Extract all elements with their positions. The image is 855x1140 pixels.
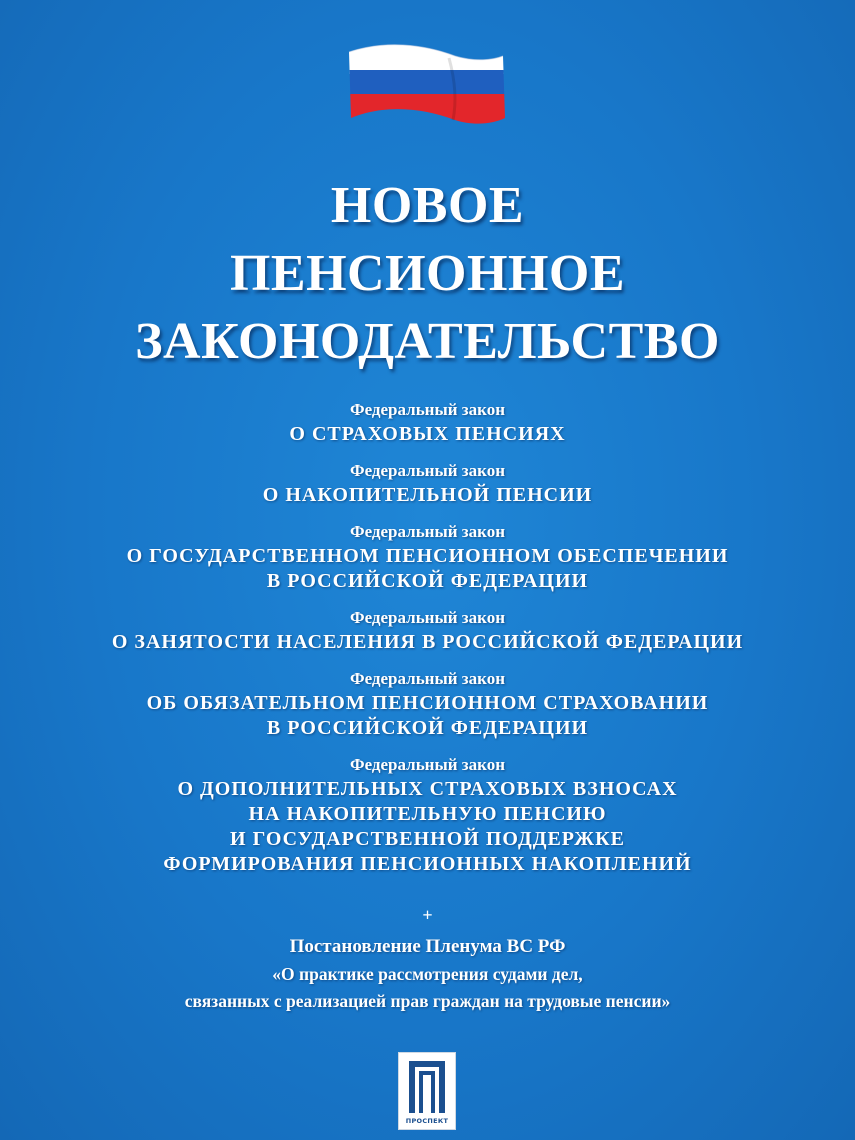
law-title: О НАКОПИТЕЛЬНОЙ ПЕНСИИ: [262, 484, 593, 506]
law-item: [0, 606, 855, 655]
law-item: [0, 753, 855, 877]
plus-sign: +: [422, 905, 433, 925]
law-list: [0, 398, 855, 889]
resolution-title: Постановление Пленума ВС РФ: [289, 936, 566, 957]
title-line: ПЕНСИОННОЕ: [229, 245, 626, 302]
law-title: В РОССИЙСКОЙ ФЕДЕРАЦИИ: [266, 717, 589, 739]
law-title: НА НАКОПИТЕЛЬНУЮ ПЕНСИЮ: [248, 803, 607, 825]
law-title: О ЗАНЯТОСТИ НАСЕЛЕНИЯ В РОССИЙСКОЙ ФЕДЕРАЦИИ: [111, 631, 744, 653]
law-item: [0, 520, 855, 594]
book-title: [0, 172, 855, 376]
resolution-block: [0, 933, 855, 1015]
law-title: ФОРМИРОВАНИЯ ПЕНСИОННЫХ НАКОПЛЕНИЙ: [163, 853, 692, 875]
law-item: [0, 459, 855, 508]
title-line: ЗАКОНОДАТЕЛЬСТВО: [135, 313, 720, 370]
title-line: НОВОЕ: [330, 177, 525, 234]
law-title: О ДОПОЛНИТЕЛЬНЫХ СТРАХОВЫХ ВЗНОСАХ: [177, 778, 678, 800]
law-kind: Федеральный закон: [349, 461, 505, 480]
law-title: О СТРАХОВЫХ ПЕНСИЯХ: [289, 423, 566, 445]
law-title: О ГОСУДАРСТВЕННОМ ПЕНСИОННОМ ОБЕСПЕЧЕНИИ: [126, 545, 729, 567]
law-kind: Федеральный закон: [349, 669, 505, 688]
resolution-line: связанных с реализацией прав граждан на трудовые пенсии»: [184, 991, 671, 1011]
law-title: В РОССИЙСКОЙ ФЕДЕРАЦИИ: [266, 570, 589, 592]
publisher-logo-icon: [407, 1059, 447, 1115]
law-kind: Федеральный закон: [349, 400, 505, 419]
resolution-line: «О практике рассмотрения судами дел,: [272, 964, 583, 984]
law-item: [0, 398, 855, 447]
law-kind: Федеральный закон: [349, 755, 505, 774]
law-title: И ГОСУДАРСТВЕННОЙ ПОДДЕРЖКЕ: [230, 828, 625, 850]
publisher-name: ПРОСПЕКТ: [405, 1117, 449, 1125]
publisher-logo: [398, 1052, 456, 1130]
law-title: ОБ ОБЯЗАТЕЛЬНОМ ПЕНСИОННОМ СТРАХОВАНИИ: [146, 692, 709, 714]
law-item: [0, 667, 855, 741]
law-kind: Федеральный закон: [349, 522, 505, 541]
law-kind: Федеральный закон: [349, 608, 505, 627]
russian-flag-icon: [345, 40, 510, 132]
